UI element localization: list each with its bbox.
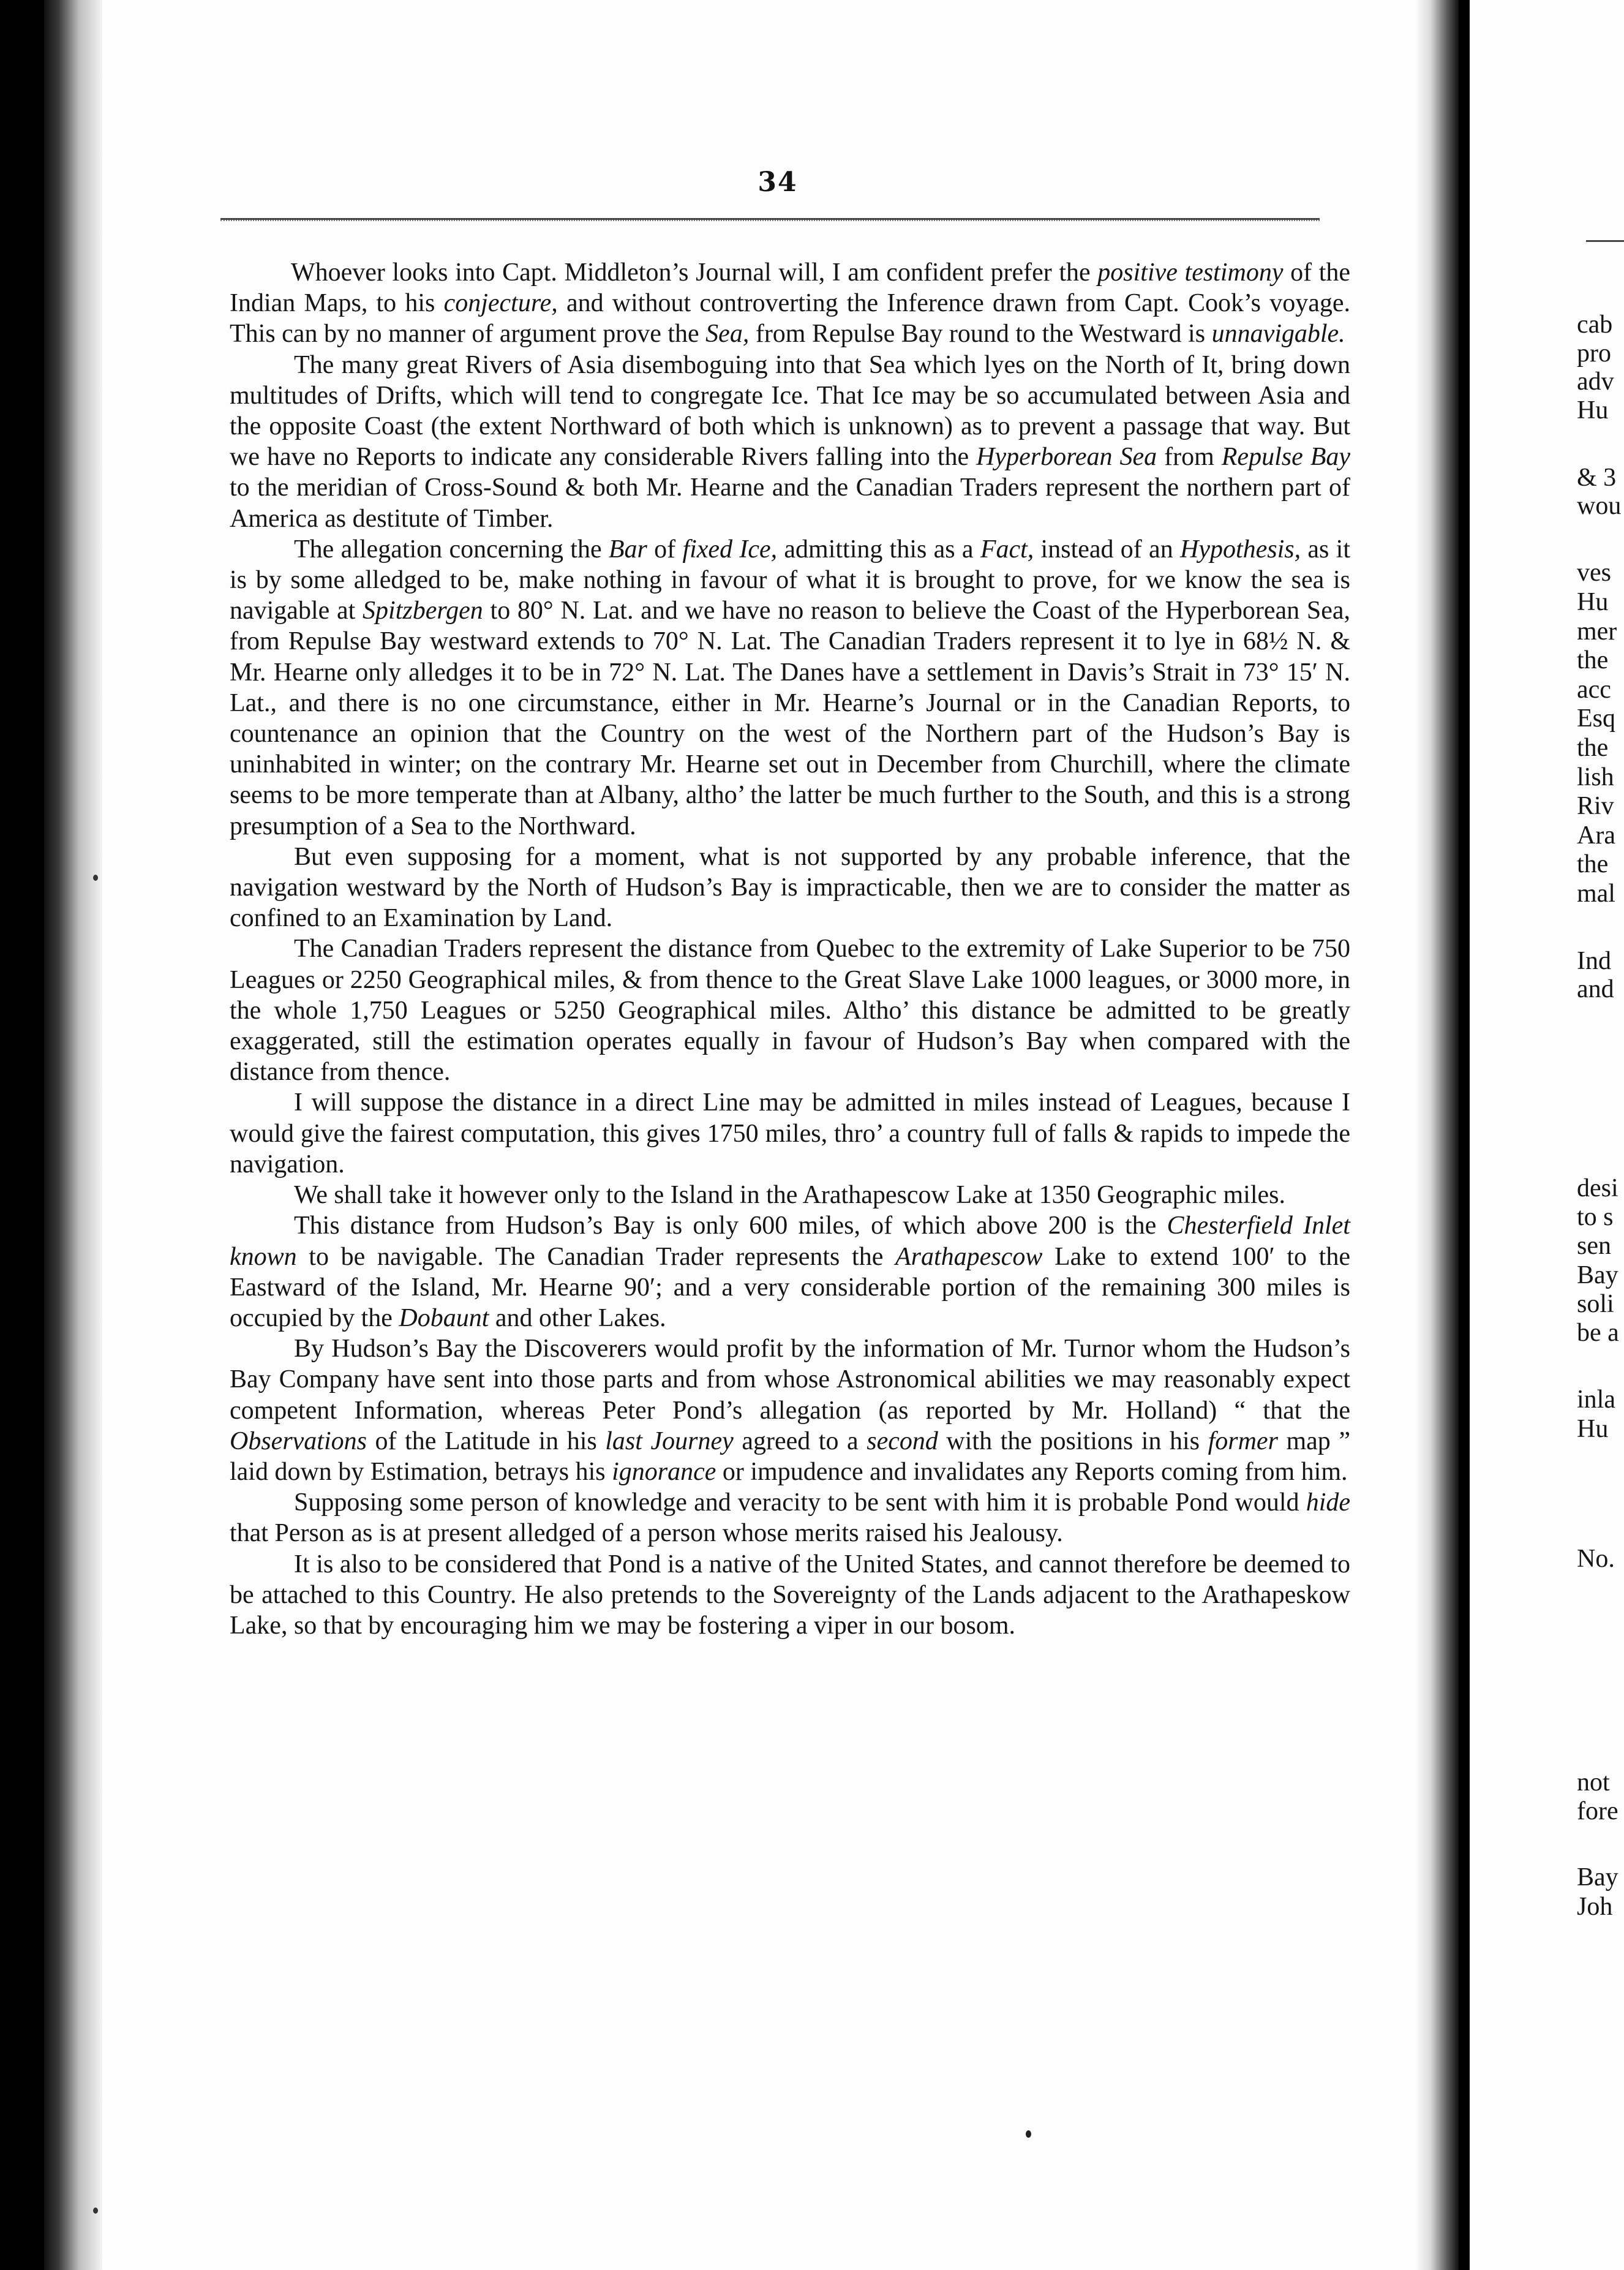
adjacent-page-fragment: adv	[1577, 368, 1614, 396]
text-run: instead of an	[1034, 535, 1180, 564]
text-run: to be navigable. The Canadian Trader represents the	[296, 1242, 896, 1271]
text-run: We shall take it however only to the Island in the Arathapescow Lake at 1350 Geographic miles.	[294, 1181, 1285, 1210]
adjacent-page-fragment: the	[1577, 850, 1609, 878]
adjacent-page-fragment: cab	[1577, 311, 1613, 339]
adjacent-page-fragment: be a	[1577, 1319, 1619, 1347]
adjacent-page-fragment: not	[1577, 1768, 1610, 1797]
italic-text: Dobaunt	[399, 1303, 489, 1332]
text-run: Supposing some person of knowledge and veracity to be sent with him it is probable Pond would	[294, 1488, 1306, 1517]
paragraph	[230, 1487, 1350, 1548]
adjacent-page-fragment: soli	[1577, 1290, 1614, 1318]
text-run: The allegation concerning the	[294, 535, 609, 564]
page-number: 34	[757, 167, 798, 198]
text-run: admitting this as a	[777, 535, 980, 564]
adjacent-page-fragment: fore	[1577, 1797, 1618, 1825]
paragraph	[230, 1087, 1350, 1180]
scan-speck	[1026, 2130, 1031, 2138]
text-run: I will suppose the distance in a direct Line may be admitted in miles instead of Leagues, because I would give the fairest computation, this gives 1750 miles, thro’ a country full of falls & rapids to impede the navigation.	[230, 1088, 1350, 1178]
gutter-dark	[1459, 0, 1470, 2270]
italic-text: fixed Ice,	[682, 535, 778, 564]
adjacent-page-fragment: inla	[1577, 1386, 1615, 1414]
text-run: and other Lakes.	[489, 1303, 666, 1332]
paragraph	[230, 1180, 1350, 1210]
text-run: with the positions in his	[938, 1427, 1208, 1455]
adjacent-page-fragment: Hu	[1577, 396, 1609, 424]
italic-text: Spitzbergen	[363, 597, 483, 625]
adjacent-page-fragment: wou	[1577, 492, 1622, 520]
adjacent-page-fragment: Ara	[1577, 821, 1615, 850]
text-run: as it is by some alledged to be, make nothing in favour of what it is brought to prove, for we know the sea is navigable at	[230, 535, 1351, 625]
adjacent-page-fragment: Hu	[1577, 588, 1609, 616]
text-run: The many great Rivers of Asia disemboguing into that Sea which lyes on the North of It, bring down multitudes of Drifts, which will tend to congregate Ice. That Ice may be so accumulated between Asia and the opposite Coast (the extent Northward of both which is unknown) as to prevent a passage that way. But we have no Reports to indicate any considerable Rivers falling into the	[230, 350, 1350, 472]
paragraph	[230, 1210, 1350, 1333]
text-run: But even supposing for a moment, what is not supported by any probable inference, that the navigation westward by the North of Hudson’s Bay is impracticable, then we are to consider the matter as confined to an Examination by Land.	[230, 842, 1350, 933]
scan-mark	[93, 875, 98, 881]
adjacent-page-fragment: & 3	[1577, 464, 1617, 492]
italic-text: Repulse Bay	[1221, 443, 1350, 472]
italic-text: unnavigable.	[1211, 320, 1345, 349]
gutter-shadow	[1416, 0, 1459, 2270]
text-run: or impudence and invalidates any Reports coming from him.	[716, 1457, 1348, 1486]
text-run: The Canadian Traders represent the distance from Quebec to the extremity of Lake Superior to be 750 Leagues or 2250 Geographical miles, & from thence to the Great Slave Lake 1000 leagues, or 3000 more, in the whole 1,750 Leagues or 5250 Geographical miles. Altho’ this distance be admitted to be greatly exaggerated, still the estimation operates equally in favour of Hudson’s Bay when compared with the distance from thence.	[230, 935, 1350, 1087]
paragraph	[230, 933, 1350, 1087]
italic-text: Bar	[608, 535, 647, 564]
italic-text: conjecture,	[443, 289, 558, 318]
adjacent-page-fragment: lish	[1577, 763, 1614, 791]
text-run: from Repulse Bay round to the Westward is	[749, 320, 1212, 349]
scan-border-left	[0, 0, 44, 2270]
adjacent-page-fragment: mer	[1577, 617, 1617, 646]
text-run: By Hudson’s Bay the Discoverers would profit by the information of Mr. Turnor whom the Hudson’s Bay Company have sent into those parts and from whose Astronomical abilities we may reasonably expect competent Information, whereas Peter Pond’s allegation (as reported by Mr. Holland) “ that the	[230, 1335, 1350, 1425]
text-run: of the Indian Maps, to his	[230, 258, 1351, 318]
adjacent-page-rule	[1586, 240, 1624, 242]
text-run: Lake to extend 100′ to the Eastward of the Island, Mr. Hearne 90′; and a very considerable portion of the remaining 300 miles is occupied by the	[230, 1242, 1350, 1332]
adjacent-page-fragment: pro	[1577, 339, 1611, 368]
text-run: to 80° N. Lat. and we have no reason to believe the Coast of the Hyperborean Sea, from Repulse Bay westward extends to 70° N. Lat. The Canadian Traders represent it to lye in 68½ N. & Mr. Hearne only alledges it to be in 72° N. Lat. The Danes have a settlement in Davis’s Strait in 73° 15′ N. Lat., and there is no one circumstance, either in Mr. Hearne’s Journal or in the Canadian Reports, to countenance an opinion that the Country on the west of the Northern part of the Hudson’s Bay is uninhabited in winter; on the contrary Mr. Hearne set out in December from Churchill, where the climate seems to be more temperate than at Albany, altho’ the latter be much further to the South, and this is a strong presumption of a Sea to the Northward.	[230, 597, 1350, 840]
adjacent-page-fragment: sen	[1577, 1232, 1611, 1260]
adjacent-page-fragment: Bay	[1577, 1863, 1618, 1891]
adjacent-page-fragment: Hu	[1577, 1415, 1609, 1443]
italic-text: Arathapescow	[895, 1242, 1043, 1271]
adjacent-page-fragment: and	[1577, 975, 1614, 1003]
italic-text: second	[867, 1427, 938, 1455]
adjacent-page-fragment: Joh	[1577, 1893, 1613, 1921]
paragraph	[230, 842, 1350, 934]
italic-text: positive testimony	[1097, 258, 1284, 287]
body-text	[230, 257, 1350, 1641]
paragraph	[230, 1549, 1350, 1642]
paragraph	[230, 534, 1350, 842]
adjacent-page-fragment: the	[1577, 646, 1609, 674]
adjacent-page-fragment: mal	[1577, 880, 1615, 908]
text-run: Whoever looks into Capt. Middleton’s Journal will, I am confident prefer the	[291, 258, 1098, 287]
adjacent-page-fragment: acc	[1577, 676, 1611, 704]
adjacent-page-fragment: Bay	[1577, 1261, 1618, 1289]
text-run: from	[1157, 443, 1222, 472]
italic-text: last Journey	[605, 1427, 734, 1455]
paragraph	[230, 257, 1350, 350]
text-run: map ” laid down by Estimation, betrays his	[230, 1427, 1350, 1486]
text-run: of the Latitude in his	[367, 1427, 606, 1455]
text-run: This distance from Hudson’s Bay is only 600 miles, of which above 200 is the	[294, 1212, 1167, 1240]
adjacent-page-fragment: Esq	[1577, 704, 1615, 733]
italic-text: Observations	[230, 1427, 367, 1455]
italic-text: Chesterfield Inlet known	[230, 1212, 1350, 1271]
text-run: It is also to be considered that Pond is a native of the United States, and cannot therefore be deemed to be attached to this Country. He also pretends to the Sovereignty of the Lands adjacent to the Arathapeskow Lake, so that by encouraging him we may be fostering a viper in our bosom.	[230, 1550, 1350, 1640]
text-run: that Person as is at present alledged of a person whose merits raised his Jealousy.	[230, 1519, 1063, 1548]
adjacent-page-fragment: desi	[1577, 1174, 1618, 1202]
text-run: to the meridian of Cross-Sound & both Mr. Hearne and the Canadian Traders represent the northern part of America as destitute of Timber.	[230, 473, 1350, 533]
paragraph	[230, 350, 1350, 534]
header-rule	[220, 218, 1320, 221]
adjacent-page-fragment: ves	[1577, 559, 1611, 587]
text-run: and without controverting the Inference drawn from Capt. Cook’s voyage. This can by no manner of argument prove the	[230, 289, 1350, 349]
scan-gutter-shadow	[44, 0, 102, 2270]
scan-mark	[93, 2208, 98, 2214]
italic-text: Hypothesis,	[1179, 535, 1301, 564]
adjacent-page-fragment: Riv	[1577, 792, 1614, 820]
italic-text: hide	[1306, 1488, 1350, 1517]
adjacent-page-fragment: to s	[1577, 1203, 1614, 1231]
adjacent-page-edge	[1470, 0, 1624, 2270]
italic-text: Fact,	[980, 535, 1034, 564]
italic-text: former	[1208, 1427, 1278, 1455]
italic-text: ignorance	[612, 1457, 716, 1486]
adjacent-page-fragment: No.	[1577, 1545, 1615, 1573]
italic-text: Hyperborean Sea	[976, 443, 1157, 472]
text-run: agreed to a	[733, 1427, 867, 1455]
adjacent-page-fragment: the	[1577, 734, 1609, 762]
adjacent-page-fragment: Ind	[1577, 947, 1611, 975]
paragraph	[230, 1333, 1350, 1487]
text-run: of	[647, 535, 683, 564]
italic-text: Sea,	[705, 320, 750, 349]
